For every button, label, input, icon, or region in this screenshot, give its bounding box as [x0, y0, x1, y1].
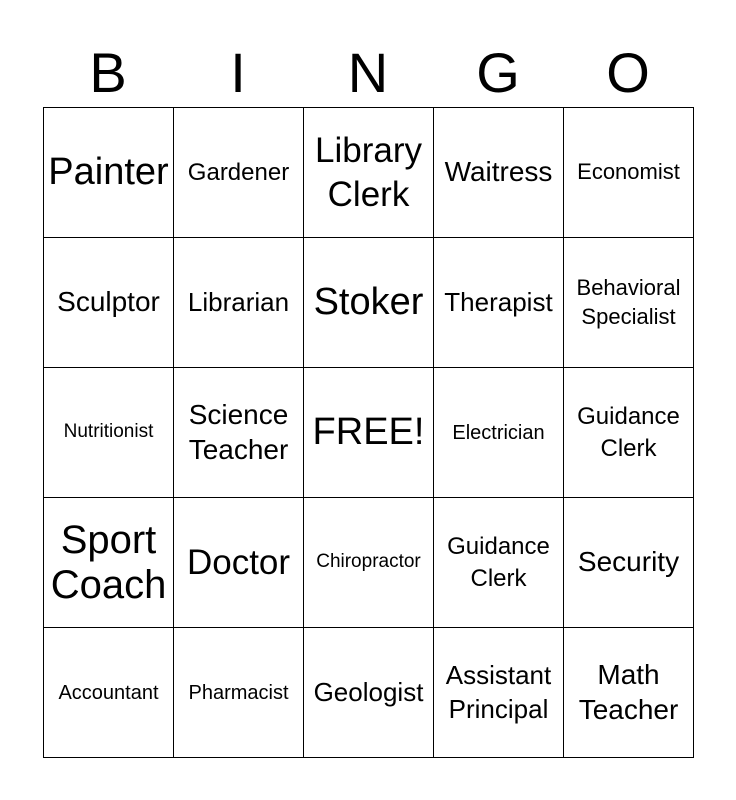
- bingo-cell-label: Guidance Clerk: [447, 533, 550, 592]
- bingo-cell-r1-c4[interactable]: [434, 108, 564, 238]
- header-letter-g: G: [476, 41, 520, 104]
- header-letter-i: I: [230, 41, 246, 104]
- bingo-cell-label: Security: [577, 546, 680, 578]
- bingo-cell-label: Gardener: [187, 158, 290, 186]
- bingo-cell-label: Math Teacher: [578, 658, 679, 725]
- bingo-cell-r4-c3[interactable]: [304, 498, 434, 628]
- bingo-cell-label: Sculptor: [57, 286, 160, 318]
- bingo-cell-label: Electrician: [452, 421, 545, 444]
- bingo-cell-r4-c4[interactable]: [434, 498, 564, 628]
- bingo-cell-label: Therapist: [444, 286, 553, 317]
- bingo-cell-label: Doctor: [186, 542, 291, 582]
- bingo-cell-r5-c5[interactable]: [564, 628, 694, 758]
- bingo-cell-label: Painter: [48, 150, 169, 193]
- bingo-cell-r3-c1[interactable]: [44, 368, 174, 498]
- bingo-cell-r4-c1[interactable]: [44, 498, 174, 628]
- bingo-cell-label: Guidance Clerk: [577, 403, 680, 462]
- bingo-cell-label: Behavioral Specialist: [576, 274, 681, 329]
- bingo-cell-r3-c2[interactable]: [174, 368, 304, 498]
- bingo-cell-label: Assistant Principal: [445, 660, 552, 724]
- bingo-cell-label: Waitress: [444, 156, 553, 188]
- bingo-cell-r2-c3[interactable]: [304, 238, 434, 368]
- bingo-cell-r2-c4[interactable]: [434, 238, 564, 368]
- bingo-cell-r1-c2[interactable]: [174, 108, 304, 238]
- bingo-cell-r2-c1[interactable]: [44, 238, 174, 368]
- bingo-cell-r2-c2[interactable]: [174, 238, 304, 368]
- bingo-cell-r5-c4[interactable]: [434, 628, 564, 758]
- bingo-cell-label: Library Clerk: [315, 131, 422, 214]
- header-letter-b: B: [89, 41, 127, 104]
- bingo-cell-r1-c5[interactable]: [564, 108, 694, 238]
- bingo-cell-label: Science Teacher: [188, 398, 289, 465]
- bingo-cell-label: Sport Coach: [50, 517, 167, 607]
- bingo-cell-label: Chiropractor: [316, 551, 421, 573]
- bingo-cell-label: Accountant: [58, 681, 159, 704]
- bingo-cell-label: FREE!: [312, 410, 425, 453]
- bingo-header: [43, 40, 693, 106]
- bingo-cell-label: Geologist: [313, 676, 424, 707]
- header-letter-o: O: [606, 41, 650, 104]
- bingo-cell-r1-c3[interactable]: [304, 108, 434, 238]
- bingo-cell-r2-c5[interactable]: [564, 238, 694, 368]
- bingo-cell-r5-c3[interactable]: [304, 628, 434, 758]
- bingo-cell-r5-c2[interactable]: [174, 628, 304, 758]
- bingo-cell-r1-c1[interactable]: [44, 108, 174, 238]
- bingo-cell-r3-c3[interactable]: [304, 368, 434, 498]
- bingo-cell-r4-c5[interactable]: [564, 498, 694, 628]
- bingo-card-grid: [43, 107, 694, 758]
- header-letter-n: N: [347, 41, 389, 104]
- bingo-cell-label: Librarian: [187, 286, 290, 317]
- bingo-cell-r3-c5[interactable]: [564, 368, 694, 498]
- bingo-cell-r5-c1[interactable]: [44, 628, 174, 758]
- bingo-cell-label: Nutritionist: [63, 421, 154, 443]
- bingo-cell-label: Economist: [577, 159, 680, 185]
- bingo-cell-label: Pharmacist: [188, 681, 289, 704]
- bingo-cell-r3-c4[interactable]: [434, 368, 564, 498]
- bingo-cell-label: Stoker: [313, 280, 424, 323]
- bingo-cell-r4-c2[interactable]: [174, 498, 304, 628]
